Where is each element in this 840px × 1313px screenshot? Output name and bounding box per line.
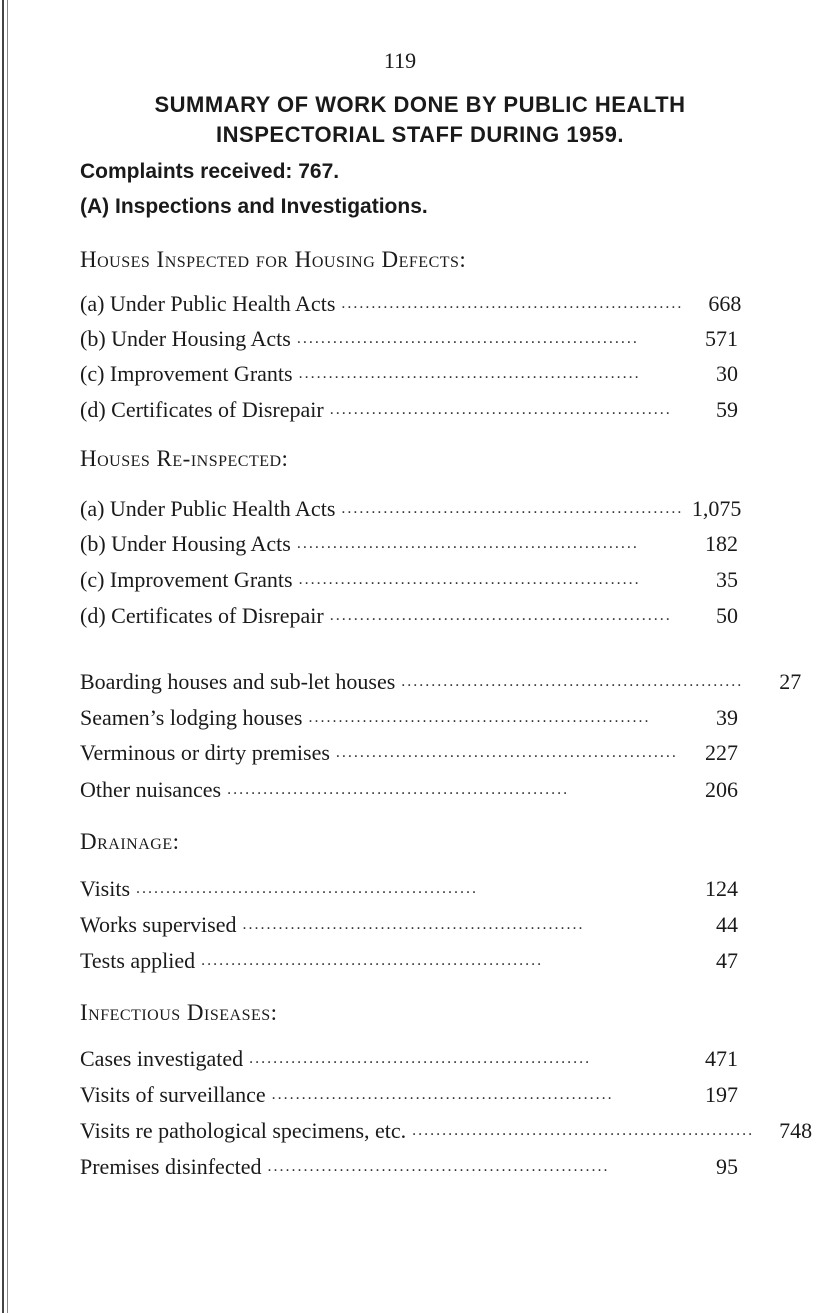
item-label: (a) Under Public Health Acts: [80, 496, 336, 521]
leader-dots: .........................................................: [249, 1050, 592, 1067]
leader-dots: .........................................................: [136, 880, 479, 897]
item-label: Premises disinfected: [80, 1154, 262, 1179]
leader-dots: .........................................................: [296, 330, 639, 347]
leader-dots: .........................................................: [227, 781, 570, 798]
section-title-drainage: Drainage:: [80, 829, 180, 854]
leader-dots: .........................................................: [335, 744, 678, 761]
item-value: 571: [705, 326, 738, 351]
item-value: 206: [705, 777, 738, 802]
item-value: 182: [705, 531, 738, 556]
leader-dots: .........................................................: [341, 500, 684, 517]
item-value: 27: [779, 669, 802, 694]
item-label: Works supervised: [80, 912, 237, 937]
list-item: [80, 357, 738, 391]
item-label: Other nuisances: [80, 777, 222, 802]
complaints-line: Complaints received: 767.: [80, 160, 340, 183]
item-label: Visits of surveillance: [80, 1082, 266, 1107]
item-value: 124: [705, 876, 738, 901]
item-label: (d) Certificates of Disrepair: [80, 397, 324, 422]
section-title-infectious-diseases: Infectious Diseases:: [80, 1000, 278, 1025]
item-label: (d) Certificates of Disrepair: [80, 603, 324, 628]
leader-dots: .........................................................: [242, 916, 585, 933]
leader-dots: .........................................................: [341, 295, 684, 312]
item-label: Verminous or dirty premises: [80, 740, 330, 765]
item-label: (c) Improvement Grants: [80, 361, 293, 386]
leader-dots: .........................................................: [329, 401, 672, 418]
item-label: (a) Under Public Health Acts: [80, 291, 336, 316]
list-item: [80, 563, 738, 597]
list-item: [80, 1042, 738, 1076]
leader-dots: .........................................................: [298, 365, 641, 382]
item-value: 197: [705, 1082, 738, 1107]
item-label: Visits: [80, 876, 131, 901]
page-number: 119: [383, 48, 417, 73]
item-value: 47: [716, 948, 738, 973]
leader-dots: .........................................................: [201, 952, 544, 969]
title-line-2: INSPECTORIAL STAFF DURING 1959.: [216, 122, 624, 147]
item-value: 1,075: [691, 496, 742, 521]
list-item: [80, 322, 738, 356]
item-label: Boarding houses and sub-let houses: [80, 669, 396, 694]
item-value: 50: [716, 603, 738, 628]
list-item: [80, 527, 738, 561]
leader-dots: .........................................................: [298, 571, 641, 588]
list-item: [80, 287, 742, 321]
leader-dots: .........................................................: [267, 1158, 610, 1175]
section-title-houses-reinspected: Houses Re-inspected:: [80, 446, 289, 471]
item-value: 95: [716, 1154, 738, 1179]
item-value: 748: [779, 1118, 813, 1143]
binding-edge: [0, 0, 12, 1313]
list-item: [80, 944, 738, 978]
item-label: Visits re pathological specimens, etc.: [80, 1118, 407, 1143]
item-value: 668: [708, 291, 742, 316]
item-label: Tests applied: [80, 948, 196, 973]
item-value: 59: [716, 397, 738, 422]
item-label: (b) Under Housing Acts: [80, 531, 291, 556]
list-item: [80, 1150, 738, 1184]
list-item: [80, 701, 738, 735]
item-label: (b) Under Housing Acts: [80, 326, 291, 351]
list-item: [80, 908, 738, 942]
section-title-houses-inspected: Houses Inspected for Housing Defects:: [80, 247, 467, 272]
item-value: 35: [716, 567, 738, 592]
item-label: Seamen’s lodging houses: [80, 705, 303, 730]
leader-dots: .........................................................: [308, 709, 651, 726]
leader-dots: .........................................................: [329, 607, 672, 624]
list-item: [80, 599, 738, 633]
list-item: [80, 1114, 813, 1148]
item-value: 44: [716, 912, 738, 937]
leader-dots: .........................................................: [296, 535, 639, 552]
item-label: Cases investigated: [80, 1046, 244, 1071]
list-item: [80, 665, 802, 699]
leader-dots: .........................................................: [412, 1122, 755, 1139]
subheading: (A) Inspections and Investigations.: [80, 195, 428, 218]
list-item: [80, 773, 738, 807]
item-value: 471: [705, 1046, 738, 1071]
item-value: 30: [716, 361, 738, 386]
list-item: [80, 1078, 738, 1112]
item-label: (c) Improvement Grants: [80, 567, 293, 592]
list-item: [80, 872, 738, 906]
list-item: [80, 736, 738, 770]
item-value: 227: [705, 740, 738, 765]
title-line-1: SUMMARY OF WORK DONE BY PUBLIC HEALTH: [154, 92, 686, 117]
list-item: [80, 393, 738, 427]
item-value: 39: [716, 705, 738, 730]
page-title: [0, 90, 840, 150]
list-item: [80, 492, 742, 526]
leader-dots: .........................................................: [401, 673, 744, 690]
leader-dots: .........................................................: [271, 1086, 614, 1103]
